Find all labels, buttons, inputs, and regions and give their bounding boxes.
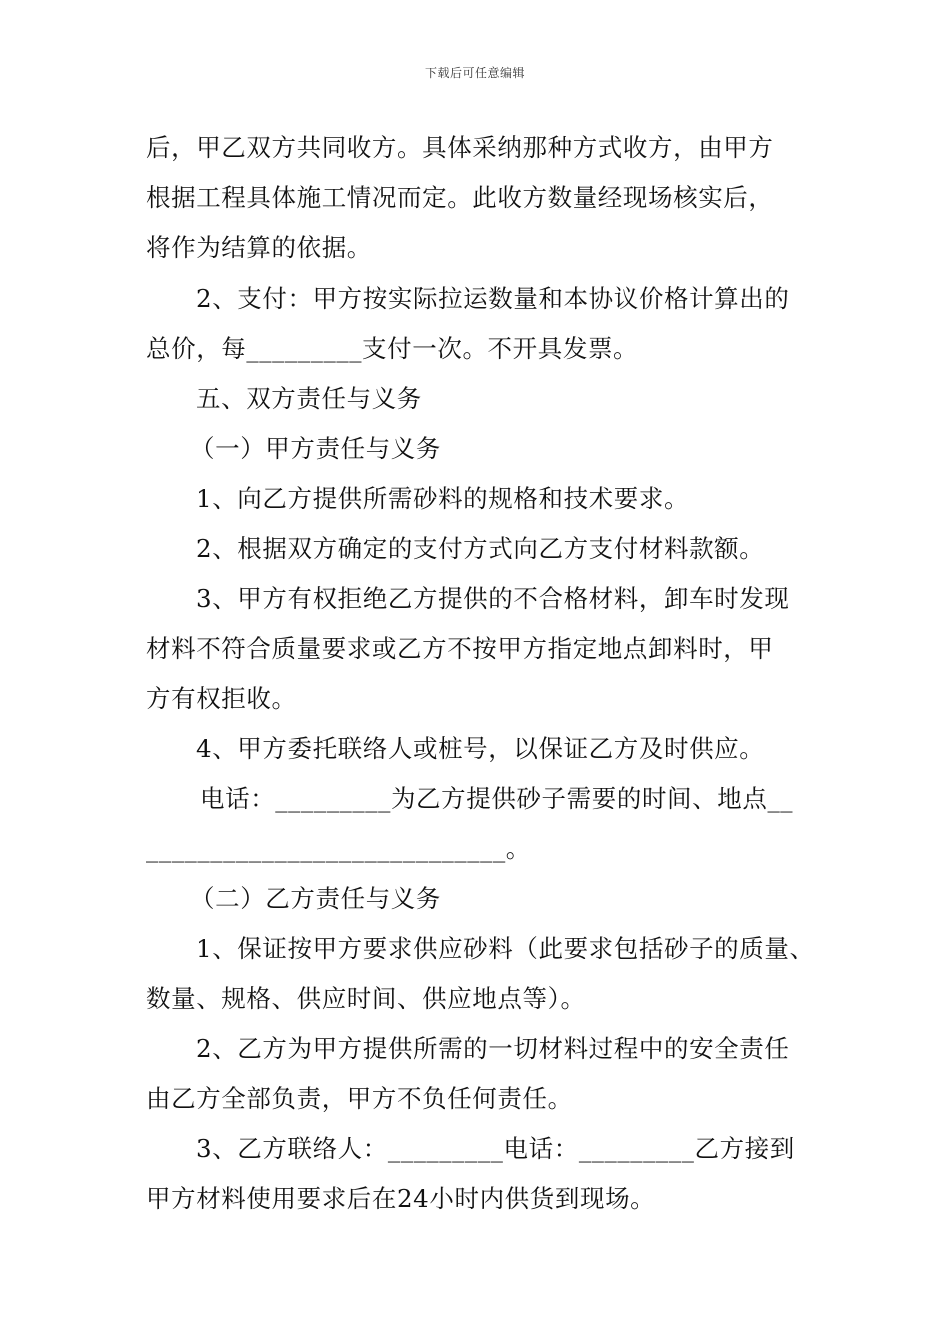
paragraph-line: 后，甲乙双方共同收方。具体采纳那种方式收方，由甲方 [146,133,774,162]
paragraph-line: 甲方材料使用要求后在24小时内供货到现场。 [146,1184,656,1213]
paragraph-line: 根据工程具体施工情况而定。此收方数量经现场核实后， [146,183,774,212]
paragraph-line: 2、根据双方确定的支付方式向乙方支付材料款额。 [196,534,765,563]
page-header: 下载后可任意编辑 [424,66,525,80]
paragraph-line: 将作为结算的依据。 [146,233,372,262]
section-heading: 五、双方责任与义务 [196,384,422,413]
paragraph-line: 由乙方全部负责，甲方不负任何责任。 [146,1084,573,1113]
paragraph-line: 方有权拒收。 [146,684,297,713]
paragraph-line: ____________________________。 [146,834,531,863]
paragraph-line: 2、支付：甲方按实际拉运数量和本协议价格计算出的 [196,284,790,313]
subsection-heading: （一）甲方责任与义务 [190,434,441,463]
paragraph-line: 电话：_________为乙方提供砂子需要的时间、地点__ [200,784,794,813]
paragraph-line: 2、乙方为甲方提供所需的一切材料过程中的安全责任 [196,1034,790,1063]
subsection-heading: （二）乙方责任与义务 [190,884,441,913]
paragraph-line: 1、向乙方提供所需砂料的规格和技术要求。 [196,484,690,513]
paragraph-line: 3、甲方有权拒绝乙方提供的不合格材料，卸车时发现 [196,584,790,613]
paragraph-line: 3、乙方联络人：_________电话：_________乙方接到 [196,1134,795,1163]
paragraph-line: 数量、规格、供应时间、供应地点等）。 [146,984,586,1013]
paragraph-line: 总价，每_________支付一次。不开具发票。 [146,334,639,363]
paragraph-line: 4、甲方委托联络人或桩号，以保证乙方及时供应。 [196,734,765,763]
paragraph-line: 材料不符合质量要求或乙方不按甲方指定地点卸料时，甲 [146,634,774,663]
paragraph-line: 1、保证按甲方要求供应砂料（此要求包括砂子的质量、 [196,934,815,963]
